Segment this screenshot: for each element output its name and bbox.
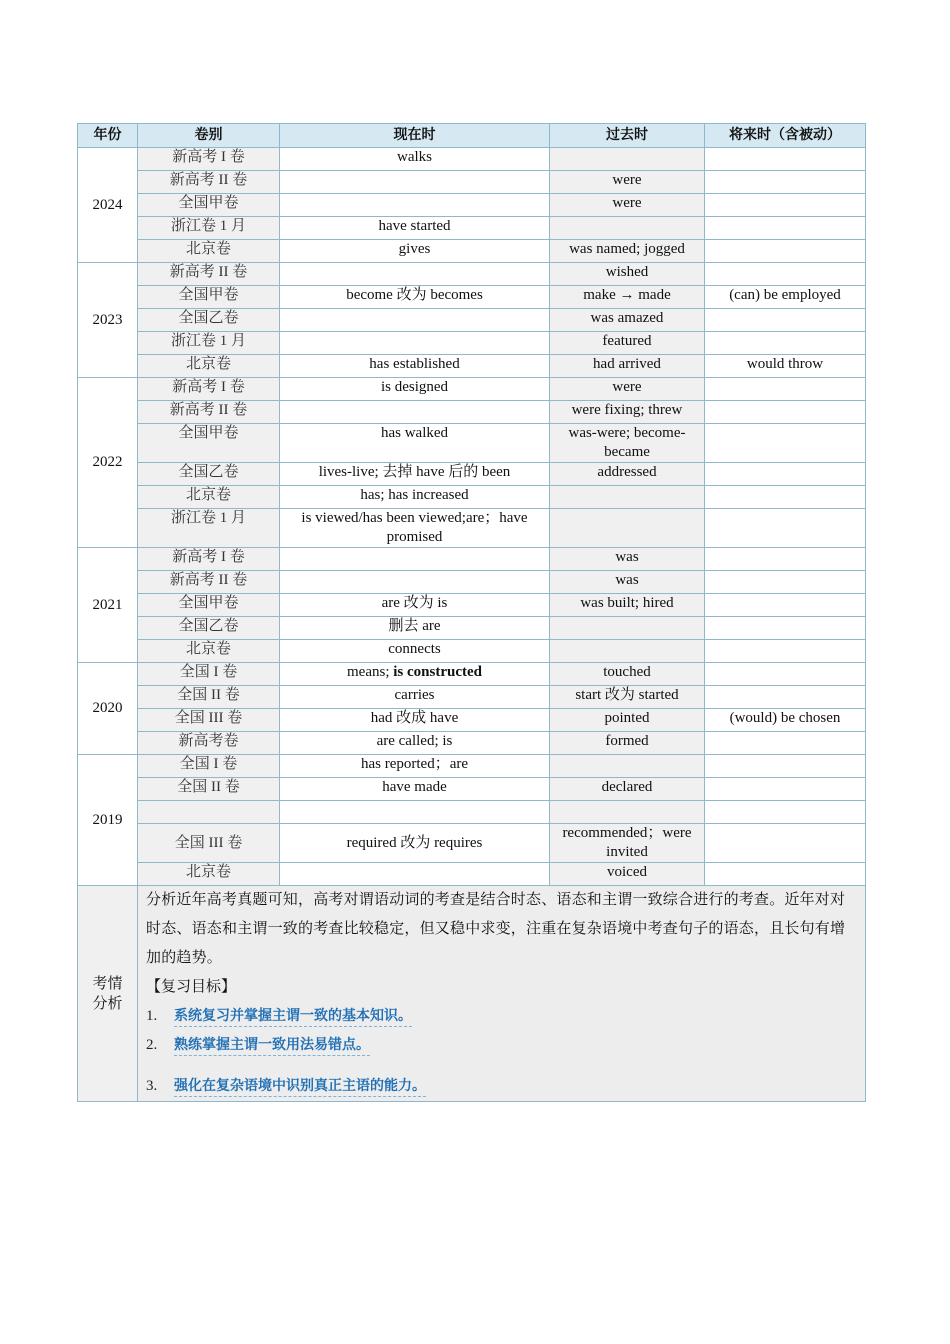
past-cell — [550, 801, 705, 824]
paper-cell: 全国 I 卷 — [138, 755, 280, 778]
past-cell: pointed — [550, 709, 705, 732]
table-row — [78, 732, 866, 755]
analysis-label — [78, 886, 138, 1102]
present-cell: gives — [280, 240, 550, 263]
present-cell — [280, 801, 550, 824]
future-cell — [705, 509, 866, 548]
table-row — [78, 778, 866, 801]
future-cell — [705, 148, 866, 171]
present-cell — [280, 663, 550, 686]
present-bold-text: is constructed — [393, 664, 482, 680]
goal-text: 强化在复杂语境中识别真正主语的能力。 — [174, 1076, 426, 1097]
paper-cell: 全国 III 卷 — [138, 709, 280, 732]
header-future: 将来时（含被动） — [705, 124, 866, 148]
present-cell: has; has increased — [280, 486, 550, 509]
present-cell: required 改为 requires — [280, 824, 550, 863]
future-cell — [705, 171, 866, 194]
future-cell — [705, 309, 866, 332]
past-cell: declared — [550, 778, 705, 801]
table-row — [78, 355, 866, 378]
future-cell — [705, 548, 866, 571]
exam-table — [77, 123, 866, 1102]
table-row — [78, 755, 866, 778]
present-cell: have started — [280, 217, 550, 240]
table-row — [78, 148, 866, 171]
goal-item — [146, 1072, 857, 1101]
paper-cell: 新高考 II 卷 — [138, 171, 280, 194]
future-cell — [705, 401, 866, 424]
table-row — [78, 686, 866, 709]
paper-cell — [138, 801, 280, 824]
table-row — [78, 663, 866, 686]
paper-cell: 北京卷 — [138, 486, 280, 509]
table-row — [78, 263, 866, 286]
paper-cell: 北京卷 — [138, 863, 280, 886]
goal-item — [146, 1031, 857, 1060]
present-cell — [280, 263, 550, 286]
paper-cell: 全国 II 卷 — [138, 778, 280, 801]
paper-cell: 北京卷 — [138, 355, 280, 378]
paper-cell: 新高考卷 — [138, 732, 280, 755]
past-cell: was — [550, 548, 705, 571]
table-row — [78, 424, 866, 463]
paper-cell: 北京卷 — [138, 240, 280, 263]
past-cell — [550, 217, 705, 240]
present-cell: are 改为 is — [280, 594, 550, 617]
table-row — [78, 171, 866, 194]
future-cell — [705, 594, 866, 617]
table-row — [78, 194, 866, 217]
paper-cell: 全国甲卷 — [138, 424, 280, 463]
analysis-paragraph: 分析近年高考真题可知，高考对谓语动词的考查是结合时态、语态和主谓一致综合进行的考查。近年对对时态、语态和主谓一致的考查比较稳定，但又稳中求变，注重在复杂语境中考查句子的语态，且长句有增加的趋势。 — [146, 892, 846, 966]
past-cell: were — [550, 378, 705, 401]
past-cell: were — [550, 194, 705, 217]
past-cell — [550, 755, 705, 778]
table-row — [78, 709, 866, 732]
future-cell: (can) be employed — [705, 286, 866, 309]
future-cell — [705, 824, 866, 863]
paper-cell: 全国甲卷 — [138, 594, 280, 617]
table-row — [78, 401, 866, 424]
present-cell: have made — [280, 778, 550, 801]
paper-cell: 新高考 I 卷 — [138, 548, 280, 571]
past-cell — [550, 640, 705, 663]
goal-text: 系统复习并掌握主谓一致的基本知识。 — [174, 1006, 412, 1027]
future-cell — [705, 424, 866, 463]
future-cell: would throw — [705, 355, 866, 378]
table-row — [78, 332, 866, 355]
present-cell: connects — [280, 640, 550, 663]
past-cell — [550, 148, 705, 171]
present-cell — [280, 863, 550, 886]
past-cell: voiced — [550, 863, 705, 886]
future-cell — [705, 778, 866, 801]
future-cell — [705, 617, 866, 640]
present-cell: 删去 are — [280, 617, 550, 640]
present-cell: is designed — [280, 378, 550, 401]
future-cell — [705, 571, 866, 594]
future-cell — [705, 194, 866, 217]
future-cell — [705, 863, 866, 886]
future-cell — [705, 686, 866, 709]
year-cell: 2023 — [78, 263, 138, 378]
present-cell: has established — [280, 355, 550, 378]
paper-cell: 全国甲卷 — [138, 194, 280, 217]
past-cell: make → made — [550, 286, 705, 309]
analysis-row — [78, 886, 866, 1102]
analysis-content — [138, 886, 866, 1102]
paper-cell: 浙江卷 1 月 — [138, 509, 280, 548]
past-cell: wished — [550, 263, 705, 286]
paper-cell: 全国 II 卷 — [138, 686, 280, 709]
past-cell — [550, 509, 705, 548]
past-cell — [550, 617, 705, 640]
present-cell: has reported；are — [280, 755, 550, 778]
present-cell — [280, 309, 550, 332]
paper-cell: 全国乙卷 — [138, 617, 280, 640]
future-cell — [705, 217, 866, 240]
paper-cell: 新高考 II 卷 — [138, 263, 280, 286]
present-cell: lives-live; 去掉 have 后的 been — [280, 463, 550, 486]
paper-cell: 新高考 II 卷 — [138, 571, 280, 594]
future-cell — [705, 378, 866, 401]
future-cell — [705, 801, 866, 824]
table-row — [78, 571, 866, 594]
future-cell — [705, 640, 866, 663]
paper-cell: 全国乙卷 — [138, 463, 280, 486]
present-cell: has walked — [280, 424, 550, 463]
present-text: means; — [347, 664, 394, 680]
future-cell — [705, 240, 866, 263]
table-row — [78, 509, 866, 548]
table-row — [78, 824, 866, 863]
year-cell: 2021 — [78, 548, 138, 663]
past-cell: start 改为 started — [550, 686, 705, 709]
table-row — [78, 486, 866, 509]
paper-cell: 新高考 I 卷 — [138, 148, 280, 171]
table-row — [78, 217, 866, 240]
table-row — [78, 863, 866, 886]
past-cell: recommended；were invited — [550, 824, 705, 863]
goal-number: 3. — [146, 1078, 158, 1094]
table-row — [78, 286, 866, 309]
past-cell: was built; hired — [550, 594, 705, 617]
header-paper: 卷别 — [138, 124, 280, 148]
year-cell: 2019 — [78, 755, 138, 886]
past-cell — [550, 486, 705, 509]
present-cell: is viewed/has been viewed;are；have promised — [280, 509, 550, 548]
past-cell: was named; jogged — [550, 240, 705, 263]
table-row — [78, 801, 866, 824]
header-present: 现在时 — [280, 124, 550, 148]
present-cell — [280, 194, 550, 217]
present-cell: had 改成 have — [280, 709, 550, 732]
header-year: 年份 — [78, 124, 138, 148]
goal-number: 2. — [146, 1037, 158, 1053]
goal-text: 熟练掌握主谓一致用法易错点。 — [174, 1035, 370, 1056]
present-cell — [280, 571, 550, 594]
paper-cell: 北京卷 — [138, 640, 280, 663]
future-cell — [705, 663, 866, 686]
future-cell — [705, 332, 866, 355]
header-past: 过去时 — [550, 124, 705, 148]
paper-cell: 浙江卷 1 月 — [138, 217, 280, 240]
past-cell: featured — [550, 332, 705, 355]
goal-item — [146, 1002, 857, 1031]
present-cell: carries — [280, 686, 550, 709]
past-cell: had arrived — [550, 355, 705, 378]
paper-cell: 全国甲卷 — [138, 286, 280, 309]
table-row — [78, 594, 866, 617]
future-cell — [705, 755, 866, 778]
paper-cell: 新高考 II 卷 — [138, 401, 280, 424]
future-cell — [705, 263, 866, 286]
table-row — [78, 240, 866, 263]
header-row — [78, 124, 866, 148]
paper-cell: 全国 I 卷 — [138, 663, 280, 686]
present-cell: become 改为 becomes — [280, 286, 550, 309]
past-cell: was-were; become-became — [550, 424, 705, 463]
analysis-label-text: 考情分析 — [92, 975, 123, 1012]
future-cell — [705, 486, 866, 509]
present-cell — [280, 548, 550, 571]
year-cell: 2024 — [78, 148, 138, 263]
paper-cell: 浙江卷 1 月 — [138, 332, 280, 355]
table-row — [78, 617, 866, 640]
present-cell — [280, 401, 550, 424]
paper-cell: 新高考 I 卷 — [138, 378, 280, 401]
future-cell — [705, 463, 866, 486]
past-cell: were fixing; threw — [550, 401, 705, 424]
paper-cell: 全国乙卷 — [138, 309, 280, 332]
paper-cell: 全国 III 卷 — [138, 824, 280, 863]
past-cell: addressed — [550, 463, 705, 486]
year-cell: 2022 — [78, 378, 138, 548]
goal-number: 1. — [146, 1008, 158, 1024]
past-cell: was amazed — [550, 309, 705, 332]
table-row — [78, 463, 866, 486]
past-cell: was — [550, 571, 705, 594]
future-cell: (would) be chosen — [705, 709, 866, 732]
present-cell — [280, 332, 550, 355]
present-cell: walks — [280, 148, 550, 171]
present-cell: are called; is — [280, 732, 550, 755]
past-cell: touched — [550, 663, 705, 686]
past-cell: were — [550, 171, 705, 194]
table-row — [78, 640, 866, 663]
table-row — [78, 309, 866, 332]
goals-heading: 【复习目标】 — [146, 979, 237, 995]
past-cell: formed — [550, 732, 705, 755]
table-row — [78, 548, 866, 571]
table-row — [78, 378, 866, 401]
year-cell: 2020 — [78, 663, 138, 755]
present-cell — [280, 171, 550, 194]
future-cell — [705, 732, 866, 755]
